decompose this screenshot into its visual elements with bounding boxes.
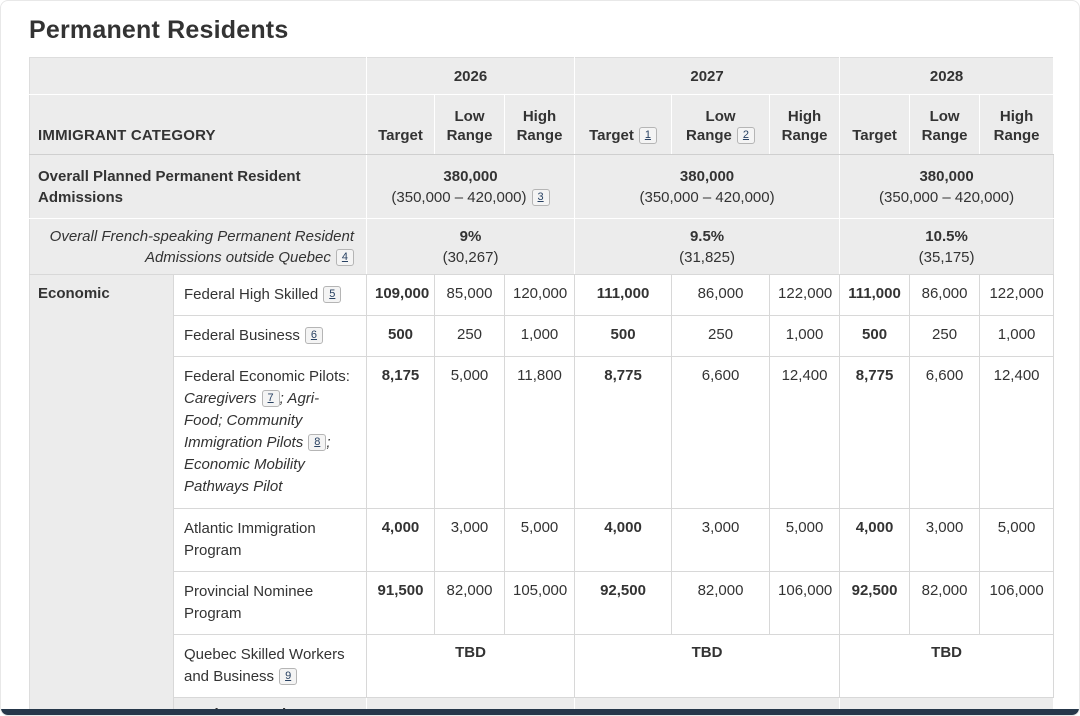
footnote-link-3[interactable]: 3 xyxy=(532,189,550,206)
cell-federal-economic-pilots-7: 6,600 xyxy=(910,357,980,509)
value-main: 380,000 xyxy=(443,167,498,185)
cell-federal-high-skilled-6: 111,000 xyxy=(840,275,910,316)
value-range: (31,825) xyxy=(679,248,735,266)
cell-provincial-nominee-program-6: 92,500 xyxy=(840,572,910,635)
column-header-2028-high-range: High Range xyxy=(980,95,1054,155)
row-overall-planned-admissions xyxy=(30,155,1054,219)
cell-atlantic-immigration-program-1: 3,000 xyxy=(435,509,505,572)
window-bottom-edge xyxy=(1,709,1080,715)
column-header-2026-target: Target xyxy=(367,95,435,155)
value-range: (35,175) xyxy=(918,248,975,266)
footnote-link-5[interactable]: 5 xyxy=(323,286,341,303)
year-header-2026: 2026 xyxy=(367,58,575,95)
value-main: 9.5% xyxy=(689,227,725,245)
cell-french-speaking-admissions-0 xyxy=(367,219,575,275)
cell-federal-high-skilled-0: 109,000 xyxy=(367,275,435,316)
cell-atlantic-immigration-program-8: 5,000 xyxy=(980,509,1054,572)
cell-federal-high-skilled-7: 86,000 xyxy=(910,275,980,316)
cell-provincial-nominee-program-5: 106,000 xyxy=(770,572,840,635)
cell-provincial-nominee-program-8: 106,000 xyxy=(980,572,1054,635)
year-header-row xyxy=(30,58,1054,95)
cell-french-speaking-admissions-2 xyxy=(840,219,1054,275)
row-federal-economic-pilots xyxy=(30,357,1054,509)
cell-atlantic-immigration-program-3: 4,000 xyxy=(575,509,672,572)
column-header-2026-high-range: High Range xyxy=(505,95,575,155)
group-label-economic: Economic xyxy=(30,275,174,716)
row-federal-business xyxy=(30,316,1054,357)
column-header-row xyxy=(30,95,1054,155)
label-italic-part: ; Economic Mobility Pathways Pilot xyxy=(184,434,331,495)
year-header-2028: 2028 xyxy=(840,58,1054,95)
column-header-2027-high-range: High Range xyxy=(770,95,840,155)
economic-rows xyxy=(30,275,1054,716)
immigrant-category-header: IMMIGRANT CATEGORY xyxy=(30,95,367,155)
cell-federal-high-skilled-4: 86,000 xyxy=(672,275,770,316)
year-header-2027: 2027 xyxy=(575,58,840,95)
table-header xyxy=(30,58,1054,155)
value-range: (350,000 – 420,000) 3 xyxy=(375,187,566,208)
permanent-residents-table xyxy=(29,57,1054,716)
cell-federal-high-skilled-3: 111,000 xyxy=(575,275,672,316)
label-italic-part: Caregivers xyxy=(184,390,257,407)
row-label-provincial-nominee-program: Provincial Nominee Program xyxy=(174,572,367,635)
cell-federal-business-7: 250 xyxy=(910,316,980,357)
cell-provincial-nominee-program-4: 82,000 xyxy=(672,572,770,635)
cell-federal-business-5: 1,000 xyxy=(770,316,840,357)
label-italic-part: ; Agri-Food; Community Immigration Pilots xyxy=(184,390,320,451)
cell-atlantic-immigration-program-6: 4,000 xyxy=(840,509,910,572)
cell-provincial-nominee-program-1: 82,000 xyxy=(435,572,505,635)
footnote-link-9[interactable]: 9 xyxy=(279,668,297,685)
column-header-2028-low-range: Low Range xyxy=(910,95,980,155)
cell-quebec-skilled-workers-and-business-1: TBD xyxy=(575,635,840,698)
column-header-2026-low-range: Low Range xyxy=(435,95,505,155)
value-range: (350,000 – 420,000) xyxy=(879,188,1015,206)
cell-federal-business-3: 500 xyxy=(575,316,672,357)
row-quebec-skilled-workers-and-business xyxy=(30,635,1054,698)
cell-federal-high-skilled-5: 122,000 xyxy=(770,275,840,316)
value-main: 380,000 xyxy=(679,167,735,185)
value-main: 9% xyxy=(459,227,482,245)
cell-federal-high-skilled-2: 120,000 xyxy=(505,275,575,316)
row-federal-high-skilled xyxy=(30,275,1054,316)
column-header-2028-target: Target xyxy=(840,95,910,155)
cell-federal-high-skilled-8: 122,000 xyxy=(980,275,1054,316)
cell-french-speaking-admissions-1 xyxy=(575,219,840,275)
cell-atlantic-immigration-program-5: 5,000 xyxy=(770,509,840,572)
page-title: Permanent Residents xyxy=(29,16,289,44)
cell-federal-economic-pilots-3: 8,775 xyxy=(575,357,672,509)
row-label-federal-business: Federal Business 6 xyxy=(174,316,367,357)
cell-federal-economic-pilots-5: 12,400 xyxy=(770,357,840,509)
row-label-federal-high-skilled: Federal High Skilled 5 xyxy=(174,275,367,316)
row-atlantic-immigration-program xyxy=(30,509,1054,572)
value-range: (30,267) xyxy=(442,248,499,266)
summary-rows xyxy=(30,155,1054,275)
cell-federal-economic-pilots-8: 12,400 xyxy=(980,357,1054,509)
cell-federal-economic-pilots-0: 8,175 xyxy=(367,357,435,509)
category-header-spacer xyxy=(30,58,367,95)
cell-federal-business-2: 1,000 xyxy=(505,316,575,357)
cell-provincial-nominee-program-3: 92,500 xyxy=(575,572,672,635)
cell-overall-planned-admissions-0 xyxy=(367,155,575,219)
cell-provincial-nominee-program-7: 82,000 xyxy=(910,572,980,635)
column-header-2027-low-range: Low Range 2 xyxy=(672,95,770,155)
cell-federal-business-1: 250 xyxy=(435,316,505,357)
cell-federal-business-0: 500 xyxy=(367,316,435,357)
cell-federal-economic-pilots-4: 6,600 xyxy=(672,357,770,509)
cell-quebec-skilled-workers-and-business-2: TBD xyxy=(840,635,1054,698)
row-label-french-speaking-admissions: Overall French-speaking Permanent Resident Admissions outside Quebec 4 xyxy=(30,219,367,275)
cell-federal-economic-pilots-6: 8,775 xyxy=(840,357,910,509)
footnote-link-1[interactable]: 1 xyxy=(639,127,657,144)
cell-atlantic-immigration-program-2: 5,000 xyxy=(505,509,575,572)
row-provincial-nominee-program xyxy=(30,572,1054,635)
footnote-link-6[interactable]: 6 xyxy=(305,327,323,344)
cell-federal-business-8: 1,000 xyxy=(980,316,1054,357)
column-header-2027-target: Target 1 xyxy=(575,95,672,155)
cell-overall-planned-admissions-2 xyxy=(840,155,1054,219)
cell-federal-business-6: 500 xyxy=(840,316,910,357)
row-label-overall-planned-admissions: Overall Planned Permanent Resident Admissions xyxy=(30,155,367,219)
cell-federal-high-skilled-1: 85,000 xyxy=(435,275,505,316)
cell-overall-planned-admissions-1 xyxy=(575,155,840,219)
cell-provincial-nominee-program-2: 105,000 xyxy=(505,572,575,635)
cell-atlantic-immigration-program-4: 3,000 xyxy=(672,509,770,572)
footnote-link-4[interactable]: 4 xyxy=(336,249,354,266)
cell-federal-economic-pilots-1: 5,000 xyxy=(435,357,505,509)
cell-federal-business-4: 250 xyxy=(672,316,770,357)
row-label-federal-economic-pilots: Federal Economic Pilots: Caregivers 7 ; Agri-Food; Community Immigration Pilots 8 ; Economic Mobility Pathways Pilot xyxy=(174,357,367,509)
value-main: 10.5% xyxy=(925,227,968,245)
cell-atlantic-immigration-program-0: 4,000 xyxy=(367,509,435,572)
row-french-speaking-admissions xyxy=(30,219,1054,275)
footnote-link-7[interactable]: 7 xyxy=(262,390,280,407)
cell-quebec-skilled-workers-and-business-0: TBD xyxy=(367,635,575,698)
value-main: 380,000 xyxy=(919,167,974,185)
cell-provincial-nominee-program-0: 91,500 xyxy=(367,572,435,635)
row-label-quebec-skilled-workers-and-business: Quebec Skilled Workers and Business 9 xyxy=(174,635,367,698)
cell-atlantic-immigration-program-7: 3,000 xyxy=(910,509,980,572)
cell-federal-economic-pilots-2: 11,800 xyxy=(505,357,575,509)
row-label-atlantic-immigration-program: Atlantic Immigration Program xyxy=(174,509,367,572)
value-range: (350,000 – 420,000) xyxy=(639,188,775,206)
footnote-link-8[interactable]: 8 xyxy=(308,434,326,451)
footnote-link-2[interactable]: 2 xyxy=(737,127,755,144)
